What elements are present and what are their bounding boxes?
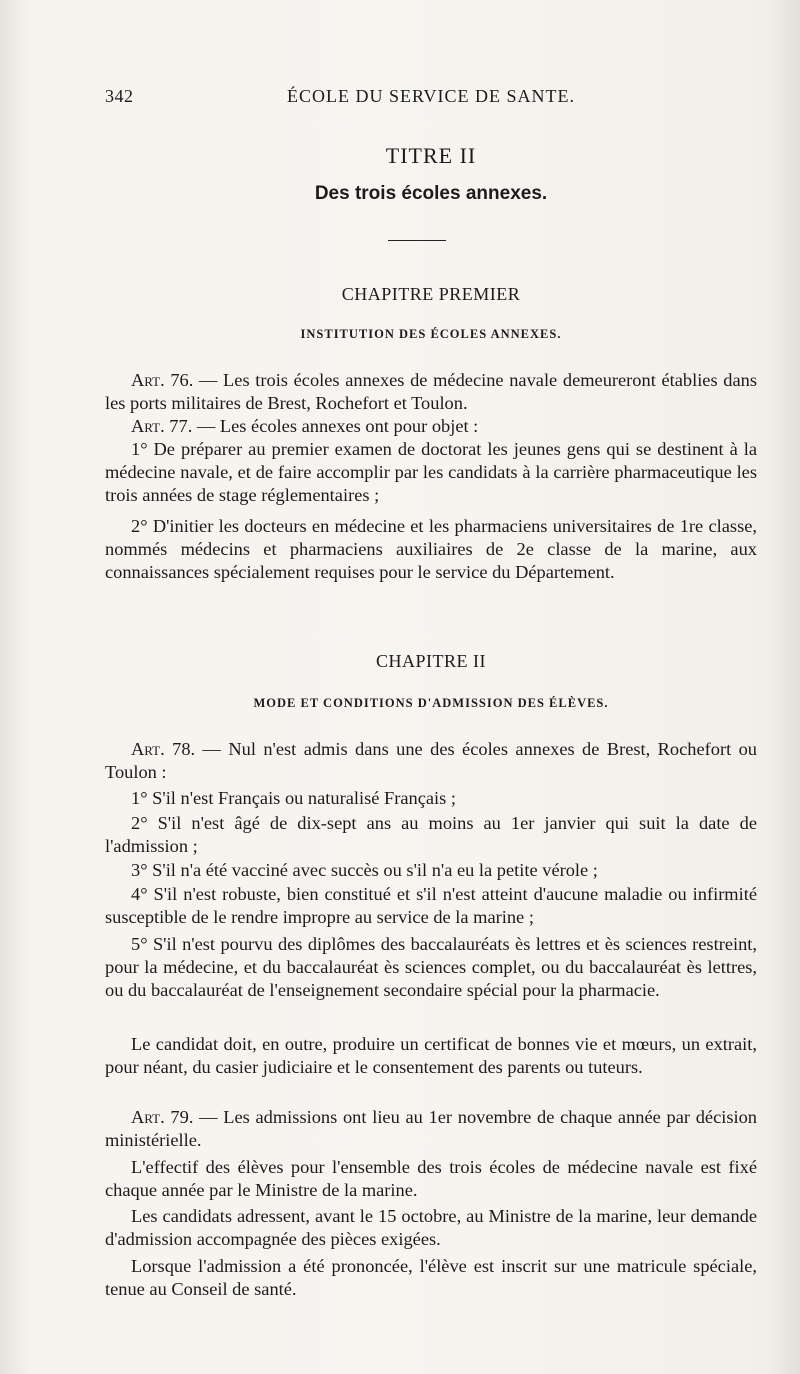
article-78-item-5: 5° S'il n'est pourvu des diplômes des baccalauréats ès lettres et ès sciences restreint, pour la médecine, et du baccalauréat ès sciences complet, ou du baccalauréat ès lettres, ou du baccalauréat de l'enseignement secondaire spécial pour la pharmacie.	[105, 934, 757, 1001]
titre-subtitle: Des trois écoles annexes.	[314, 183, 548, 204]
page-number: 342	[105, 86, 134, 106]
chapitre-2-heading: CHAPITRE II	[376, 651, 486, 671]
article-79-para-4: Lorsque l'admission a été prononcée, l'élève est inscrit sur une matricule spéciale, tenue au Conseil de santé.	[105, 1256, 757, 1300]
article-79-para-2: L'effectif des élèves pour l'ensemble des trois écoles de médecine navale est fixé chaque année par le Ministre de la marine.	[105, 1157, 757, 1201]
article-79-para-3: Les candidats adressent, avant le 15 octobre, au Ministre de la marine, leur demande d'admission accompagnée des pièces exigées.	[105, 1206, 757, 1250]
running-title: ÉCOLE DU SERVICE DE SANTE.	[286, 86, 576, 106]
article-76	[105, 369, 757, 415]
section-divider	[388, 240, 446, 241]
article-79-text: — Les admissions ont lieu au 1er novembre de chaque année par décision ministérielle.	[105, 1107, 757, 1151]
article-78-item-1: 1° S'il n'est Français ou naturalisé Français ;	[131, 788, 457, 808]
article-78-label: Art. 78.	[131, 739, 196, 759]
article-78-closing: Le candidat doit, en outre, produire un certificat de bonnes vie et mœurs, un extrait, pour néant, du casier judiciaire et le consentement des parents ou tuteurs.	[105, 1034, 757, 1078]
titre-heading: TITRE II	[385, 143, 477, 168]
article-78-item-4: 4° S'il n'est robuste, bien constitué et s'il n'est atteint d'aucune maladie ou infirmité susceptible de le rendre impropre au service de la marine ;	[105, 884, 757, 928]
article-76-text: — Les trois écoles annexes de médecine navale demeureront établies dans les ports militaires de Brest, Rochefort et Toulon.	[105, 370, 757, 414]
chapitre-premier-heading: CHAPITRE PREMIER	[341, 284, 521, 304]
article-78-item-3: 3° S'il n'a été vacciné avec succès ou s'il n'a eu la petite vérole ;	[131, 860, 598, 880]
chapitre-premier-subtitle: INSTITUTION DES ÉCOLES ANNEXES.	[300, 327, 562, 341]
chapitre-2-subtitle: MODE ET CONDITIONS D'ADMISSION DES ÉLÈVES.	[253, 696, 609, 710]
article-77	[105, 415, 757, 438]
article-77-item-1: 1° De préparer au premier examen de doctorat les jeunes gens qui se destinent à la médecine navale, et de faire accomplir par les candidats à la carrière pharmaceutique les trois années de stage réglementaires ;	[105, 439, 757, 506]
article-78-item-2: 2° S'il n'est âgé de dix-sept ans au moins au 1er janvier qui suit la date de l'admission ;	[105, 813, 757, 857]
article-77-text: — Les écoles annexes ont pour objet :	[192, 416, 479, 436]
article-77-item-2: 2° D'initier les docteurs en médecine et les pharmaciens universitaires de 1re classe, nommés médecins et pharmaciens auxiliaires de 2e classe de la marine, aux connaissances spécialement requises pour le service du Département.	[105, 516, 757, 583]
running-head	[105, 86, 757, 108]
article-79	[105, 1106, 757, 1152]
article-79-label: Art. 79.	[131, 1107, 194, 1127]
article-78	[105, 738, 757, 784]
article-77-label: Art. 77.	[131, 416, 193, 436]
article-76-label: Art. 76.	[131, 370, 194, 390]
article-78-text: — Nul n'est admis dans une des écoles annexes de Brest, Rochefort ou Toulon :	[105, 739, 758, 783]
